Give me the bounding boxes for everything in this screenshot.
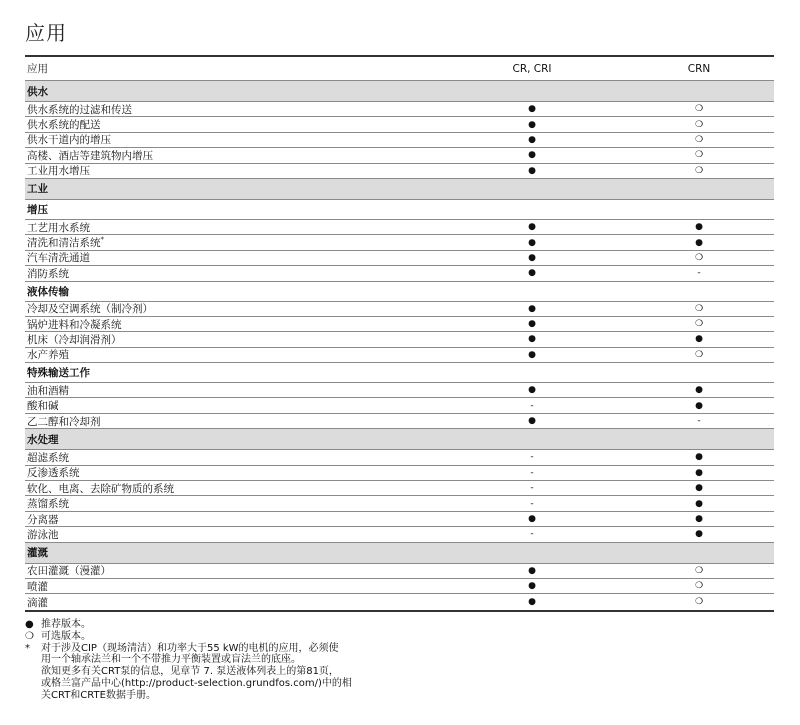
application-name — [25, 414, 472, 429]
cr-cri-availability: ● — [528, 252, 536, 263]
subsection-title: 增压 — [27, 203, 48, 216]
cr-cri-availability: ● — [528, 319, 536, 330]
table-row — [25, 348, 774, 363]
section-header — [25, 543, 774, 564]
cr-cri-availability: ● — [528, 134, 536, 145]
footnote-line: 用一个轴承法兰和一个不带推力平衡装置或盲法兰的底座。 — [41, 654, 301, 666]
cr-cri-availability: - — [530, 452, 534, 463]
section-title: 灌溉 — [27, 547, 48, 560]
table-row — [25, 496, 774, 511]
application-name — [25, 595, 472, 610]
crn-availability: ● — [695, 385, 703, 396]
application-label: 消防系统 — [27, 267, 69, 280]
table-row — [25, 102, 774, 117]
crn-availability: ● — [695, 483, 703, 494]
application-name — [25, 163, 472, 178]
application-name — [25, 332, 472, 347]
table-row — [25, 317, 774, 332]
application-name — [25, 563, 472, 578]
application-label: 分离器 — [27, 513, 59, 526]
application-label: 超滤系统 — [27, 451, 69, 464]
application-label: 机床（冷却润滑剂） — [27, 334, 122, 346]
crn-availability: ● — [695, 498, 703, 509]
table-row — [25, 594, 774, 609]
cr-cri-availability: ● — [528, 597, 536, 608]
table-row — [25, 332, 774, 347]
crn-availability: ❍ — [694, 252, 704, 263]
crn-availability: ❍ — [694, 349, 704, 360]
application-name — [25, 579, 472, 594]
header-crn: CRN — [687, 62, 711, 75]
cr-cri-availability: ● — [528, 104, 536, 115]
subsection-header — [25, 282, 774, 302]
crn-availability: ● — [695, 514, 703, 524]
application-name — [25, 527, 472, 542]
table-row — [25, 579, 774, 594]
crn-availability: - — [697, 416, 701, 427]
table-row — [25, 398, 774, 413]
application-name — [25, 383, 472, 398]
cr-cri-availability: ● — [528, 581, 536, 592]
application-label: 油和酒精 — [27, 384, 69, 397]
crn-availability: ● — [695, 529, 703, 540]
application-label: 供水干道内的增压 — [27, 134, 111, 147]
application-name — [25, 450, 472, 465]
crn-availability: ❍ — [694, 134, 704, 145]
cr-cri-availability: ● — [528, 334, 536, 345]
application-label: 锅炉进料和冷凝系统 — [27, 318, 122, 331]
application-label: 反渗透系统 — [27, 467, 80, 480]
crn-availability: ❍ — [694, 119, 704, 130]
footnote-text: 可选版本。 — [41, 630, 91, 642]
header-application: 应用 — [27, 63, 48, 75]
cr-cri-availability: - — [530, 400, 534, 411]
cr-cri-availability: ● — [528, 303, 536, 314]
footnote-line: 关CRT和CRTE数据手册。 — [41, 689, 156, 701]
cr-cri-availability: ● — [528, 385, 536, 396]
application-name — [25, 132, 472, 147]
application-table — [25, 55, 774, 612]
table-row — [25, 527, 774, 542]
crn-availability: ❍ — [694, 150, 704, 161]
footnote — [25, 631, 425, 643]
page-title: 应用 — [25, 21, 67, 45]
table-row — [25, 235, 774, 250]
subsection-title: 液体传输 — [27, 285, 69, 298]
crn-availability: ● — [695, 237, 703, 248]
table-row — [25, 148, 774, 163]
application-label: 供水系统的过滤和传送 — [27, 103, 132, 116]
footnote-text: 推荐版本。 — [41, 619, 91, 630]
table-row — [25, 383, 774, 398]
application-name — [25, 220, 472, 235]
crn-availability: - — [697, 268, 701, 279]
application-label: 酸和碱 — [27, 400, 59, 413]
crn-availability: ● — [695, 467, 703, 478]
cr-cri-availability: ● — [528, 150, 536, 161]
table-row — [25, 164, 774, 179]
cr-cri-availability: ● — [528, 514, 536, 524]
subsection-header — [25, 200, 774, 220]
application-name — [25, 235, 472, 250]
application-label: 汽车清洗通道 — [27, 252, 90, 265]
table-row — [25, 466, 774, 481]
table-row — [25, 220, 774, 235]
cr-cri-availability: ● — [528, 222, 536, 233]
application-name — [25, 117, 472, 132]
subsection-title: 特殊输送工作 — [27, 367, 90, 380]
cr-cri-availability: ● — [528, 268, 536, 279]
footnote — [25, 619, 425, 631]
crn-availability: ❍ — [694, 581, 704, 592]
crn-availability: ❍ — [694, 319, 704, 330]
application-label: 游泳池 — [27, 528, 59, 541]
cr-cri-availability: ● — [528, 165, 536, 176]
application-name — [25, 347, 472, 362]
section-title: 供水 — [27, 85, 48, 98]
header-cr-cri: CR, CRI — [512, 62, 552, 75]
table-row — [25, 414, 774, 429]
footnote-mark: * — [25, 642, 30, 654]
footnote-mark: ● — [25, 619, 34, 630]
application-label: 水产养殖 — [27, 349, 69, 362]
application-name — [25, 481, 472, 496]
table-row — [25, 302, 774, 317]
footnote-line: 对于涉及CIP（现场清洁）和功率大于55 kW的电机的应用，必须使 — [41, 642, 339, 654]
application-label: 工艺用水系统 — [27, 221, 90, 234]
table-row — [25, 133, 774, 148]
application-name — [25, 102, 472, 117]
table-row — [25, 450, 774, 465]
application-name — [25, 301, 472, 316]
cr-cri-availability: - — [530, 483, 534, 494]
table-header — [25, 57, 774, 81]
table-row — [25, 266, 774, 281]
application-label: 清洗和清洁系统 — [27, 237, 101, 250]
crn-availability: ● — [695, 452, 703, 463]
application-label: 冷却及空调系统（制冷剂） — [27, 303, 153, 316]
footnote-text — [41, 643, 425, 702]
section-header — [25, 81, 774, 102]
cr-cri-availability: ● — [528, 349, 536, 360]
application-label: 农田灌溉（漫灌） — [27, 565, 111, 578]
table-row — [25, 251, 774, 266]
application-label: 高楼、酒店等建筑物内增压 — [27, 149, 153, 162]
footnotes — [25, 619, 425, 702]
application-name — [25, 266, 472, 281]
table-row — [25, 564, 774, 579]
application-name — [25, 148, 472, 163]
application-name — [25, 512, 472, 527]
crn-availability: ❍ — [694, 104, 704, 115]
footnote-line: 或格兰富产品中心(http://product-selection.grundfos.com/)中的相 — [41, 677, 352, 689]
application-name — [25, 465, 472, 480]
application-label: 供水系统的配送 — [27, 119, 101, 132]
application-label: 滴灌 — [27, 596, 48, 609]
section-title: 工业 — [27, 183, 48, 196]
application-label: 喷灌 — [27, 580, 48, 593]
footnote-line: 欲知更多有关CRT泵的信息，见章节 7. 泵送液体列表上的第81页， — [41, 666, 339, 678]
cr-cri-availability: - — [530, 467, 534, 478]
subsection-header — [25, 363, 774, 383]
application-name — [25, 317, 472, 332]
cr-cri-availability: - — [530, 498, 534, 509]
section-title: 水处理 — [27, 433, 59, 446]
section-header — [25, 429, 774, 450]
cr-cri-availability: - — [530, 529, 534, 540]
application-name — [25, 496, 472, 511]
table-row — [25, 512, 774, 527]
crn-availability: ❍ — [694, 597, 704, 608]
crn-availability: ● — [695, 334, 703, 345]
footnote — [25, 643, 425, 702]
cr-cri-availability: ● — [528, 416, 536, 427]
cr-cri-availability: ● — [528, 119, 536, 130]
application-label: 软化、电离、去除矿物质的系统 — [27, 482, 174, 495]
application-name — [25, 398, 472, 413]
cr-cri-availability: ● — [528, 237, 536, 248]
crn-availability: ● — [695, 400, 703, 411]
application-label: 乙二醇和冷却剂 — [27, 415, 101, 428]
footnote-marker: * — [100, 235, 104, 244]
crn-availability: ❍ — [694, 565, 704, 576]
application-name — [25, 250, 472, 265]
application-label: 工业用水增压 — [27, 165, 90, 178]
crn-availability: ❍ — [694, 303, 704, 314]
cr-cri-availability: ● — [528, 565, 536, 576]
crn-availability: ❍ — [694, 165, 704, 176]
table-row — [25, 117, 774, 132]
table-row — [25, 481, 774, 496]
application-label: 蒸馏系统 — [27, 498, 69, 511]
section-header — [25, 179, 774, 200]
crn-availability: ● — [695, 222, 703, 233]
footnote-mark: ❍ — [25, 630, 34, 642]
